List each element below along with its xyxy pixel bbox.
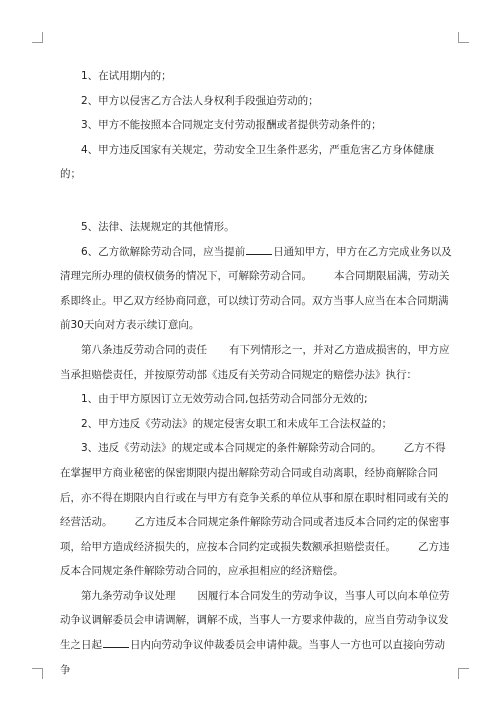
crop-mark-bottom-left: [32, 668, 43, 679]
text-segment: 乙方违反本合同规定条件解除劳动合同或者违反本合同约定的保密事项，给甲方造成经济损失的，应按本合同约定或损失数额承担赔偿责任。: [60, 516, 450, 553]
text-segment: 6、乙方欲解除劳动合同，应当提前: [81, 245, 246, 258]
text-segment: 因履行本合同发生的劳动争议，当事人可以向本单位劳动争议调解委员会申请调解，调解不成，当事人一方要求仲裁的，应当自劳动争议发生之日起: [60, 589, 450, 652]
article-heading: 第八条违反劳动合同的责任: [81, 343, 207, 356]
text-segment: 本合同期限届满，劳动关系即终止。甲乙双方经协商同意，可以续订劳动合同。双方当事人应当在本合同期满前30天向对方表示续订意向。: [60, 270, 450, 332]
list-item-safety: 4、甲方违反国家有关规定，劳动安全卫生条件恶劣，严重危害乙方身体健康的；: [60, 143, 435, 181]
text-segment: 日通知甲方，甲方在乙方完成业务以及清理完所办理的债权债务的情况下，可解除劳动合同。: [60, 245, 452, 283]
fill-in-blank: [246, 244, 272, 255]
text-segment: 乙方违反本合同规定条件解除劳动合同的，应承担相应的经济赔偿。: [60, 540, 450, 578]
paragraph-termination-notice: [60, 240, 452, 338]
list-item-forced-labor: 2、甲方以侵害乙方合法人身权利手段强迫劳动的；: [81, 94, 319, 107]
article-heading: 第九条劳动争议处理: [81, 589, 176, 602]
list-item-women-minors: 2、甲方违反《劳动法》的规定侵害女职工和未成年工合法权益的；: [81, 417, 393, 430]
crop-mark-top-right: [458, 32, 469, 43]
crop-mark-top-left: [32, 32, 43, 43]
article-nine: [60, 584, 452, 682]
list-item-payment: 3、甲方不能按照本合同规定支付劳动报酬或者提供劳动条件的；: [81, 119, 382, 132]
list-item-probation: 1、在试用期内的；: [81, 70, 172, 82]
list-item-other: 5、法律、法规规定的其他情形。: [81, 220, 235, 233]
paragraph-gap: [60, 187, 452, 215]
article-eight: [60, 338, 452, 387]
crop-mark-bottom-right: [458, 668, 469, 679]
text-segment: 3、违反《劳动法》的规定或本合同规定的条件解除劳动合同的。: [81, 442, 382, 455]
list-item-invalid-contract: 1、由于甲方原因订立无效劳动合同,包括劳动合同部分无效的;: [81, 393, 368, 406]
text-segment: 有下列情形之一，并对乙方造成损害的，甲方应当承担赔偿责任，并按原劳动部《违反有关劳动合同规定的赔偿办法》执行：: [60, 343, 450, 381]
paragraph-violation: [60, 436, 452, 584]
document-body: [60, 64, 452, 682]
fill-in-blank: [103, 637, 129, 648]
text-segment: 日内向劳动争议仲裁委员会申请仲裁。当事人一方也可以直接向劳动争: [60, 639, 445, 676]
text-segment: 乙方不得在掌握甲方商业秘密的保密期限内提出解除劳动合同或自动离职，经协商解除合同后，亦不得在期限内自行或在与甲方有竞争关系的单位从事和原在职时相同或有关的经营活动。: [60, 442, 449, 529]
